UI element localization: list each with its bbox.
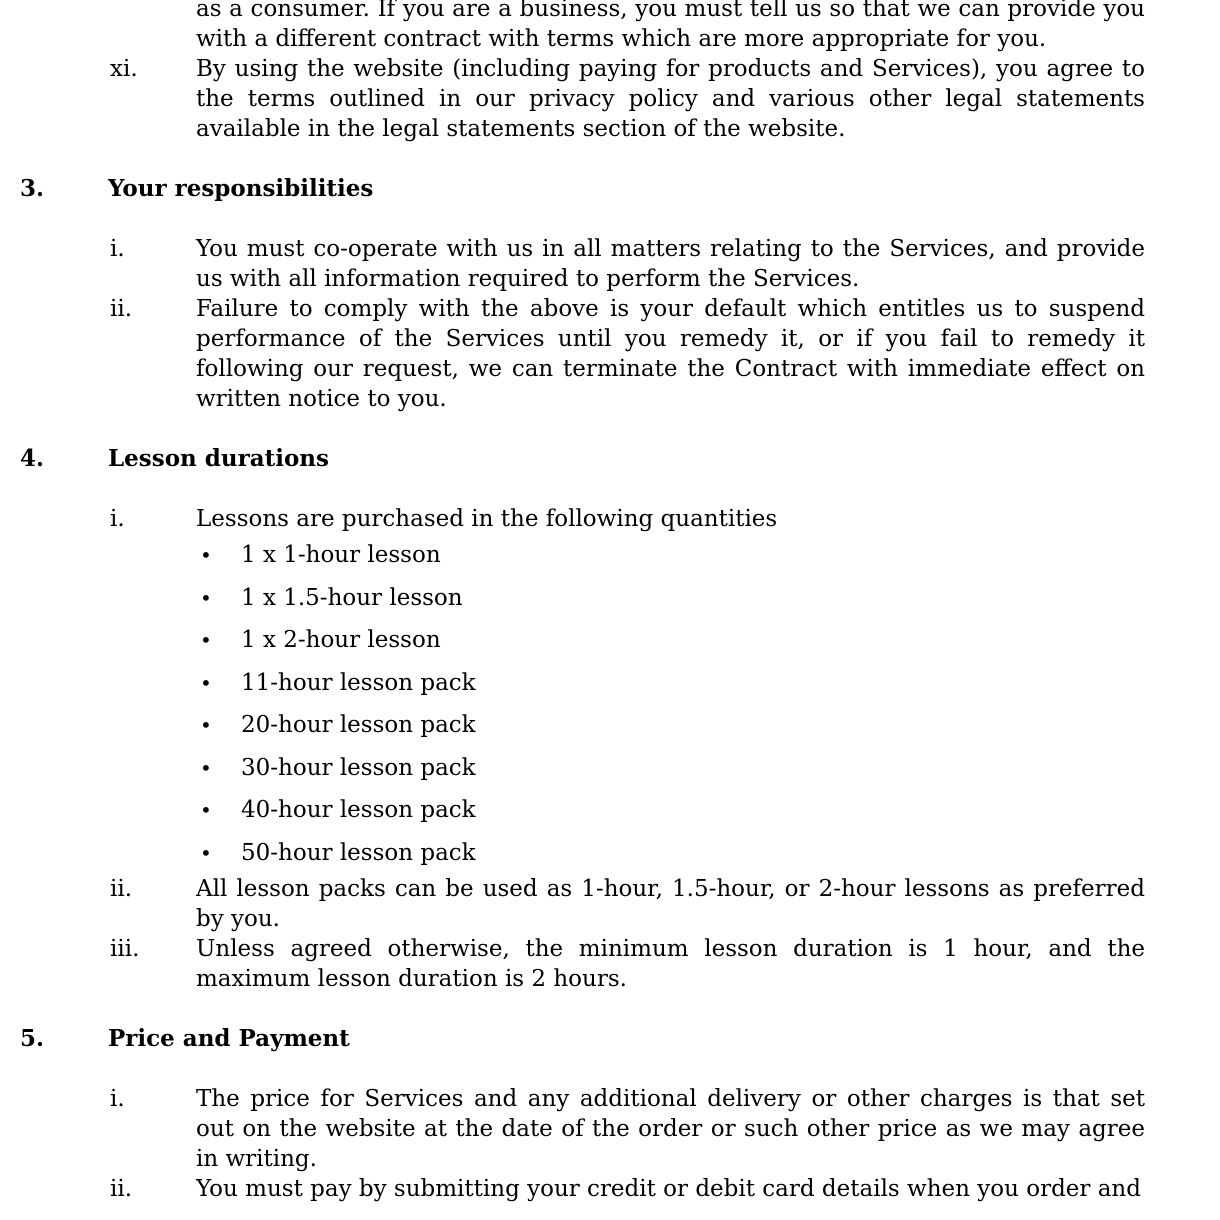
section-3-item-i [110, 234, 1145, 294]
bullet-icon: • [200, 543, 212, 567]
item-text: Failure to comply with the above is your default which entitles us to suspend performance of the Services until you remedy it, or if you fail to remedy it following our request, we can terminate the Contract with immediate effect on written notice to you. [196, 296, 1145, 412]
list-item-text: 1 x 1-hour lesson [241, 542, 441, 568]
list-item [196, 662, 1220, 705]
item-text: All lesson packs can be used as 1-hour, 1.5-hour, or 2-hour lessons as preferred by you. [196, 876, 1145, 932]
item-number: i. [110, 1086, 125, 1112]
list-item-text: 11-hour lesson pack [241, 669, 476, 696]
list-item [196, 534, 1220, 577]
section-4-item-ii [110, 874, 1145, 934]
section-4-item-iii [110, 934, 1145, 994]
bullet-icon: • [200, 713, 212, 737]
bullet-icon: • [200, 585, 212, 610]
bullet-icon: • [200, 670, 212, 695]
bullet-icon: • [200, 840, 212, 865]
item-text: You must pay by submitting your credit or debit card details when you order and [196, 1176, 1141, 1202]
list-item [196, 577, 1220, 620]
section-4-item-i [110, 504, 1145, 534]
list-item-text: 1 x 2-hour lesson [241, 627, 441, 653]
list-item-text: 30-hour lesson pack [241, 754, 476, 781]
section-title: Your responsibilities [108, 175, 374, 202]
list-item [196, 704, 1220, 747]
list-item-text: 50-hour lesson pack [241, 839, 476, 866]
item-text: By using the website (including paying for products and Services), you agree to the terms outlined in our privacy policy and various other legal statements available in the legal statements section of the website. [196, 56, 1145, 142]
item-text: Lessons are purchased in the following quantities [196, 506, 778, 532]
item-number: xi. [110, 56, 138, 82]
section-title: Lesson durations [108, 445, 329, 472]
item-number: i. [110, 506, 125, 532]
list-item-text: 40-hour lesson pack [241, 797, 476, 823]
list-item-text: 1 x 1.5-hour lesson [241, 584, 463, 611]
section-3-heading [0, 174, 1220, 204]
item-number: ii. [110, 1176, 133, 1202]
item-text: Unless agreed otherwise, the minimum lesson duration is 1 hour, and the maximum lesson duration is 2 hours. [196, 936, 1145, 992]
section-2-item-xi [110, 54, 1145, 144]
item-number: ii. [110, 296, 133, 322]
section-2-continuation-paragraph [196, 0, 1145, 54]
paragraph-text: as a consumer. If you are a business, you must tell us so that we can provide you with a different contract with terms which are more appropriate for you. [196, 0, 1145, 52]
item-text: The price for Services and any additional delivery or other charges is that set out on the website at the date of the order or such other price as we may agree in writing. [196, 1086, 1145, 1172]
section-4-heading [0, 444, 1220, 474]
item-number: iii. [110, 936, 140, 962]
list-item [196, 832, 1220, 875]
item-number: i. [110, 236, 125, 262]
list-item [196, 747, 1220, 790]
section-5-heading [0, 1024, 1220, 1054]
list-item [196, 619, 1220, 662]
section-title: Price and Payment [108, 1025, 350, 1052]
item-number: ii. [110, 876, 133, 902]
section-number: 4. [20, 445, 45, 472]
section-3-item-ii [110, 294, 1145, 414]
bullet-icon: • [200, 755, 212, 780]
section-number: 3. [20, 175, 45, 202]
list-item-text: 20-hour lesson pack [241, 712, 476, 738]
bullet-icon: • [200, 628, 212, 652]
section-5-item-i [110, 1084, 1145, 1174]
lesson-quantity-list [196, 534, 1220, 874]
item-text: You must co-operate with us in all matters relating to the Services, and provide us with all information required to perform the Services. [196, 236, 1145, 292]
section-number: 5. [20, 1025, 45, 1052]
bullet-icon: • [200, 798, 212, 822]
section-5-item-ii [110, 1174, 1145, 1204]
list-item [196, 789, 1220, 832]
